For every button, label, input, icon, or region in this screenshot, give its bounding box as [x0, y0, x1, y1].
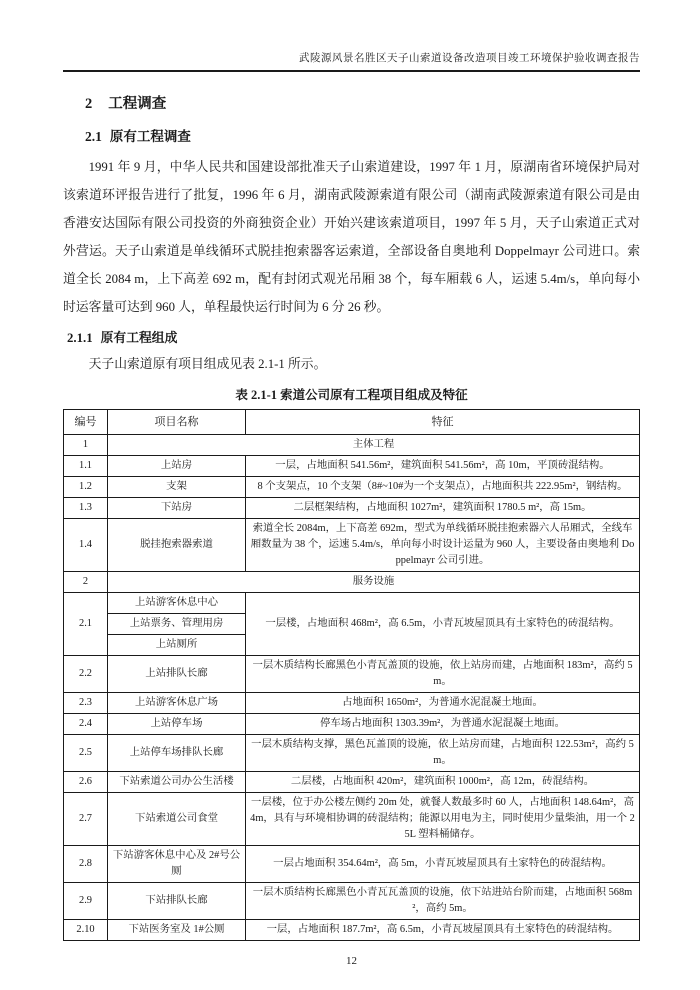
- cell-name: 脱挂抱索器索道: [108, 519, 246, 572]
- table-row-2-7: [64, 793, 640, 846]
- table-row-2-1a: [64, 593, 640, 614]
- cell-no: 2.8: [64, 846, 108, 883]
- cell-name: 下站游客休息中心及 2#号公厕: [108, 846, 246, 883]
- chapter-title: 工程调查: [108, 96, 167, 112]
- cell-feature: 8 个支架点，10 个支架（8#~10#为一个支架点），占地面积共 222.95m²，钢结构。: [246, 477, 640, 498]
- cell-feature: 一层，占地面积 541.56m²，建筑面积 541.56m²，高 10m，平顶砖混结构。: [246, 456, 640, 477]
- cell-feature: 占地面积 1650m²，为普通水泥混凝土地面。: [246, 693, 640, 714]
- section-heading: [63, 125, 640, 145]
- cell-feature: 一层楼，占地面积 468m²，高 6.5m，小青瓦坡屋顶具有土家特色的砖混结构。: [246, 593, 640, 656]
- table-row-2-5: [64, 735, 640, 772]
- section-number: 2.1: [85, 129, 102, 144]
- cell-feature: 一层木质结构支撑，黑色瓦盖顶的设施，依上站房而建，占地面积 122.53m²，高约 5m。: [246, 735, 640, 772]
- cell-no: 2.2: [64, 656, 108, 693]
- cell-group-title: 主体工程: [108, 435, 640, 456]
- cell-name: 上站厕所: [108, 635, 246, 656]
- cell-no: 2.4: [64, 714, 108, 735]
- page-content: [63, 50, 640, 967]
- cell-feature: 一层木质结构长廊黑色小青瓦瓦盖顶的设施，依下站进站台阶而建，占地面积 568m²，高约 5m。: [246, 883, 640, 920]
- cell-name: 上站房: [108, 456, 246, 477]
- table-row-2-3: [64, 693, 640, 714]
- table-row-2-10: [64, 920, 640, 941]
- table-row-2-6: [64, 772, 640, 793]
- section-title: 原有工程调查: [109, 129, 191, 144]
- cell-no: 2.5: [64, 735, 108, 772]
- table-row-group-1: [64, 435, 640, 456]
- table-row-2-9: [64, 883, 640, 920]
- cell-feature: 停车场占地面积 1303.39m²，为普通水泥混凝土地面。: [246, 714, 640, 735]
- cell-no: 1.4: [64, 519, 108, 572]
- cell-name: 下站医务室及 1#公厕: [108, 920, 246, 941]
- intro-paragraph: 1991 年 9 月，中华人民共和国建设部批准天子山索道建设，1997 年 1 月，原湖南省环境保护局对该索道环评报告进行了批复，1996 年 6 月，湖南武陵源索道有限公司（湖南武陵源索道有限公司是由香港安达国际有限公司投资的外商独资企业）开始兴建该索道项目，1997 年 5 月，天子山索道正式对外营运。天子山索道是单线循环式脱挂抱索器客运索道，全部设备自奥地利 Doppelmayr 公司进口。索道全长 2084 m，上下高差 692 m，配有封闭式观光吊厢 38 个，每车厢载 6 人，运速 5.4m/s，单向每小时运客量可达到 960 人，单程最快运行时间为 6 分 26 秒。: [63, 160, 640, 314]
- table-header-row: [64, 410, 640, 435]
- column-header-name: 项目名称: [108, 410, 246, 435]
- cell-feature: 一层楼，位于办公楼左侧约 20m 处，就餐人数最多时 60 人，占地面积 148.64m²，高 4m，具有与环境相协调的砖混结构；能源以用电为主，同时使用少量柴油，用一个 25L 塑料桶储存。: [246, 793, 640, 846]
- cell-name: 下站索道公司办公生活楼: [108, 772, 246, 793]
- subsection-heading: [63, 327, 640, 346]
- cell-name: 上站停车场排队长廊: [108, 735, 246, 772]
- cell-feature: 二层框架结构，占地面积 1027m²，建筑面积 1780.5 m²，高 15m。: [246, 498, 640, 519]
- subsection-number: 2.1.1: [67, 331, 93, 345]
- table-row-2-2: [64, 656, 640, 693]
- cell-no: 1.2: [64, 477, 108, 498]
- subsection-title: 原有工程组成: [100, 331, 178, 345]
- cell-name: 上站停车场: [108, 714, 246, 735]
- cell-no: 2.6: [64, 772, 108, 793]
- cell-name: 上站票务、管理用房: [108, 614, 246, 635]
- table-row-2-8: [64, 846, 640, 883]
- table-row-1-4: [64, 519, 640, 572]
- cell-no: 1: [64, 435, 108, 456]
- cell-no: 1.1: [64, 456, 108, 477]
- cell-no: 1.3: [64, 498, 108, 519]
- cell-feature: 一层占地面积 354.64m²，高 5m，小青瓦坡屋顶具有土家特色的砖混结构。: [246, 846, 640, 883]
- cell-no: 2.3: [64, 693, 108, 714]
- table-caption: 表 2.1-1 索道公司原有工程项目组成及特征: [235, 388, 468, 402]
- cell-feature: 一层，占地面积 187.7m²，高 6.5m，小青瓦坡屋顶具有土家特色的砖混结构。: [246, 920, 640, 941]
- cell-name: 上站游客休息中心: [108, 593, 246, 614]
- table-row-1-2: [64, 477, 640, 498]
- chapter-heading: [63, 92, 640, 113]
- column-header-no: 编号: [64, 410, 108, 435]
- cell-no: 2.1: [64, 593, 108, 656]
- cell-no: 2: [64, 572, 108, 593]
- table-row-2-4: [64, 714, 640, 735]
- cell-feature: 一层木质结构长廊黑色小青瓦盖顶的设施，依上站房而建，占地面积 183m²，高约 5m。: [246, 656, 640, 693]
- cell-group-title: 服务设施: [108, 572, 640, 593]
- cell-name: 下站房: [108, 498, 246, 519]
- cell-no: 2.7: [64, 793, 108, 846]
- cell-name: 下站索道公司食堂: [108, 793, 246, 846]
- cell-no: 2.10: [64, 920, 108, 941]
- cell-name: 上站排队长廊: [108, 656, 246, 693]
- table-row-group-2: [64, 572, 640, 593]
- cell-feature: 索道全长 2084m，上下高差 692m，型式为单线循环脱挂抱索器六人吊厢式，全线车厢数量为 38 个，运速 5.4m/s，单向每小时设计运量为 960 人，主要设备由奥地利 Doppelmayr 公司引进。: [246, 519, 640, 572]
- table-row-1-1: [64, 456, 640, 477]
- cell-name: 支架: [108, 477, 246, 498]
- chapter-number: 2: [85, 96, 93, 112]
- cell-no: 2.9: [64, 883, 108, 920]
- table-row-1-3: [64, 498, 640, 519]
- running-header: 武陵源风景名胜区天子山索道设备改造项目竣工环境保护验收调查报告: [63, 50, 640, 72]
- cell-name: 下站排队长廊: [108, 883, 246, 920]
- column-header-feature: 特征: [246, 410, 640, 435]
- cell-feature: 二层楼，占地面积 420m²，建筑面积 1000m²，高 12m，砖混结构。: [246, 772, 640, 793]
- table-intro-paragraph: 天子山索道原有项目组成见表 2.1-1 所示。: [88, 357, 327, 371]
- page-number: 12: [346, 955, 357, 967]
- project-composition-table: [63, 409, 640, 941]
- cell-name: 上站游客休息广场: [108, 693, 246, 714]
